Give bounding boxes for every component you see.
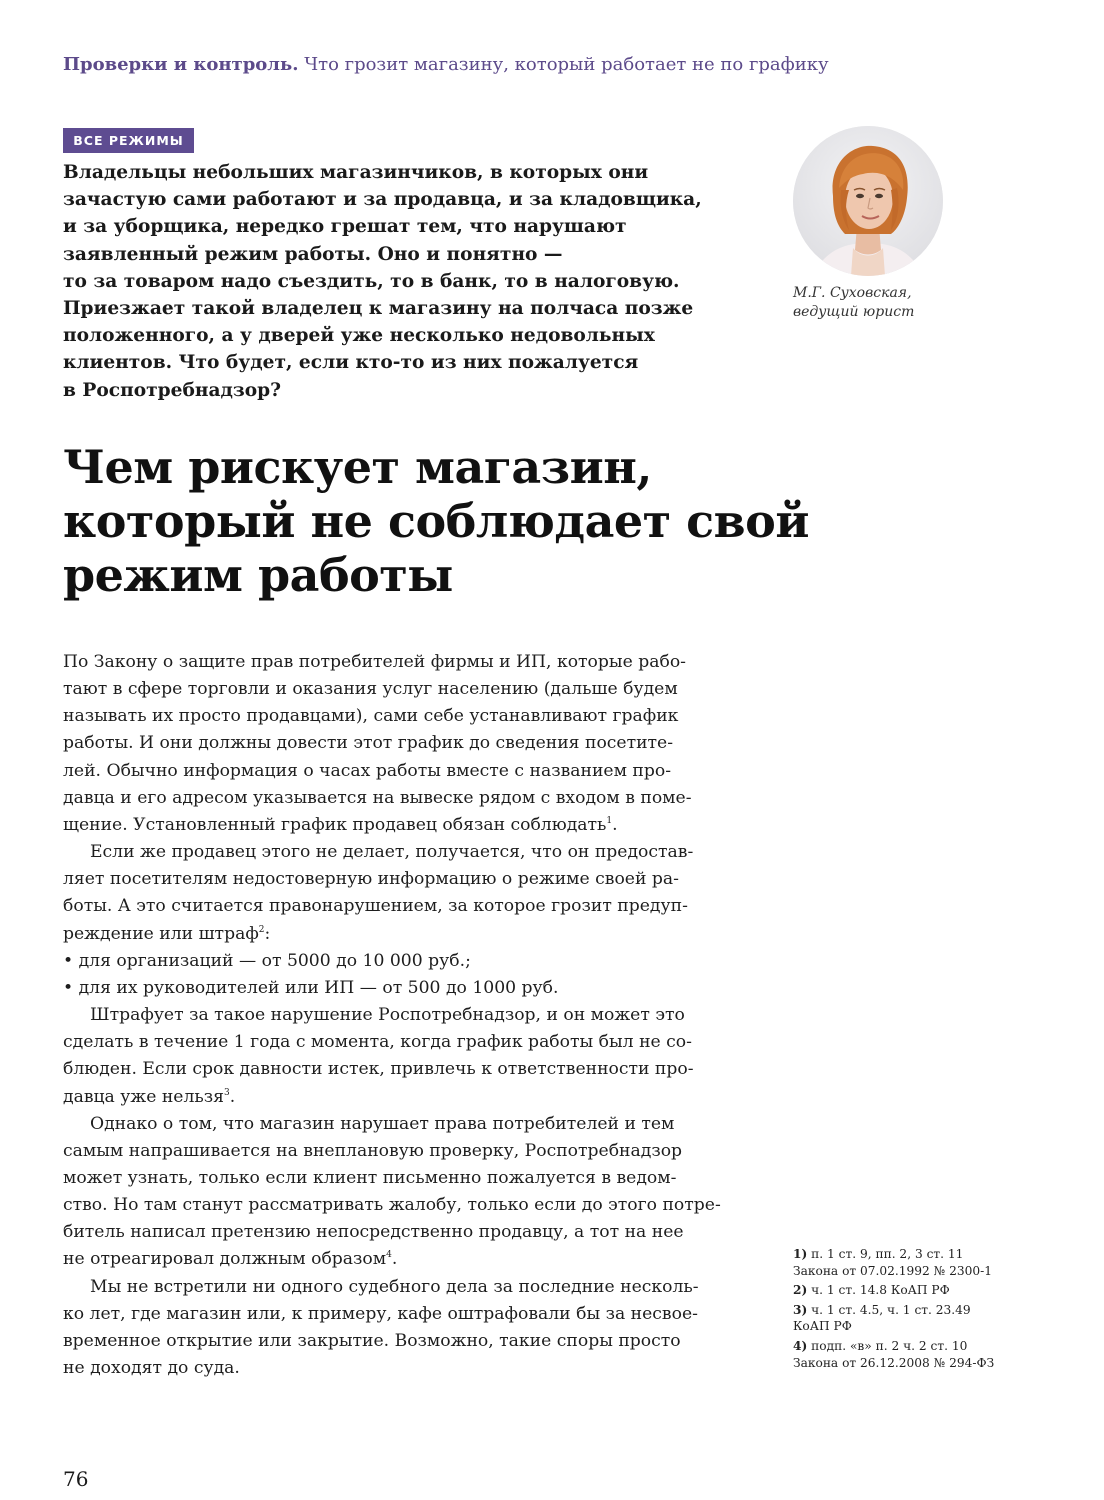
body-line: ляет посетителям недостоверную информацию о режиме своей ра-: [63, 869, 679, 890]
body-text: .: [612, 814, 618, 835]
footnote-ref: 2: [258, 924, 265, 935]
lead-line: клиентов. Что будет, если кто-то из них пожалуется: [63, 352, 639, 374]
page-number: 76: [63, 1467, 89, 1491]
author-caption: [793, 284, 1053, 322]
body-text: .: [391, 1249, 398, 1270]
body-line: Если же продавец этого не делает, получается, что он предостав-: [90, 842, 694, 863]
body-line-last: [63, 1084, 753, 1111]
body-line-last: [63, 1246, 753, 1273]
body-line-last: [63, 921, 753, 948]
headline-line: Чем рискует магазин,: [63, 440, 652, 494]
footnote-number: 1): [793, 1247, 808, 1261]
body-text: давца уже нельзя: [63, 1086, 224, 1107]
bullet-item: • для организаций — от 5000 до 10 000 руб.;: [63, 950, 471, 971]
footnote-text: Закона от 26.12.2008 № 294-ФЗ: [793, 1355, 995, 1370]
footnote-ref: 3: [223, 1087, 230, 1098]
body-text: :: [264, 923, 271, 944]
footnote-text: КоАП РФ: [793, 1319, 852, 1334]
footnote-number: 2): [793, 1283, 808, 1298]
footnote-ref: 1: [606, 815, 613, 826]
footnote-text: Закона от 07.02.1992 № 2300-1: [793, 1263, 992, 1278]
body-line: боты. А это считается правонарушением, за которое грозит предуп-: [63, 896, 688, 917]
body-line: не доходят до суда.: [63, 1358, 240, 1379]
body-line-last: [63, 812, 753, 839]
body-line: Мы не встретили ни одного судебного дела за последние несколь-: [90, 1276, 699, 1297]
body-text: .: [229, 1086, 236, 1107]
body-text: реждение или штраф: [63, 923, 259, 944]
body-line: самым напрашивается на внеплановую проверку, Роспотребнадзор: [63, 1140, 683, 1161]
lead-line: и за уборщика, нередко грешат тем, что нарушают: [63, 216, 627, 238]
running-head: [63, 54, 963, 75]
footnote-text: ч. 1 ст. 4.5, ч. 1 ст. 23.49: [811, 1302, 971, 1317]
body-line: называть их просто продавцами), сами себе устанавливают график: [63, 706, 679, 727]
body-line: блюден. Если срок давности истек, привлечь к ответственности про-: [63, 1059, 694, 1080]
running-head-title: Что грозит магазину, который работает не по графику: [304, 54, 829, 75]
bullet-item: • для их руководителей или ИП — от 500 до 1000 руб.: [63, 977, 559, 998]
body-line: может узнать, только если клиент письменно пожалуется в ведом-: [63, 1167, 677, 1188]
lead-line: зачастую сами работают и за продавца, и за кладовщика,: [63, 189, 702, 211]
body-line: тают в сфере торговли и оказания услуг населению (дальше будем: [63, 679, 678, 700]
article-body: [63, 649, 753, 1382]
author-role: ведущий юрист: [793, 304, 915, 320]
lead-line: то за товаром надо съездить, то в банк, то в налоговую.: [63, 270, 680, 292]
body-line: лей. Обычно информация о часах работы вместе с названием про-: [63, 760, 672, 781]
lead-paragraph: [63, 159, 763, 404]
body-line: ство. Но там станут рассматривать жалобу, только если до этого потре-: [63, 1195, 721, 1216]
footnote-text: п. 1 ст. 9, пп. 2, 3 ст. 11: [811, 1247, 964, 1261]
body-text: не отреагировал должным образом: [63, 1249, 387, 1270]
footnote-4: [793, 1338, 1093, 1371]
author-portrait: [793, 126, 943, 276]
body-line: Однако о том, что магазин нарушает права потребителей и тем: [90, 1113, 675, 1134]
footnote-1: [793, 1246, 1093, 1279]
article-headline: [63, 440, 1063, 602]
footnote-text: подп. «в» п. 2 ч. 2 ст. 10: [811, 1338, 968, 1353]
author-portrait-image: [793, 126, 943, 276]
headline-line: который не соблюдает свой: [63, 494, 809, 548]
body-line: Штрафует за такое нарушение Роспотребнадзор, и он может это: [90, 1005, 685, 1026]
footnote-number: 4): [793, 1338, 808, 1353]
body-line: давца и его адресом указывается на вывеске рядом с входом в поме-: [63, 787, 692, 808]
body-line: временное открытие или закрытие. Возможно, такие споры просто: [63, 1330, 681, 1351]
footnote-number: 3): [793, 1302, 808, 1317]
headline-line: режим работы: [63, 548, 453, 602]
lead-line: Приезжает такой владелец к магазину на полчаса позже: [63, 298, 694, 320]
lead-line: в Роспотребнадзор?: [63, 379, 282, 401]
footnote-3: [793, 1302, 1093, 1335]
footnote-2: [793, 1282, 1093, 1299]
running-head-section: Проверки и контроль.: [63, 54, 299, 75]
lead-line: заявленный режим работы. Оно и понятно —: [63, 243, 563, 265]
footnote-text: ч. 1 ст. 14.8 КоАП РФ: [811, 1283, 950, 1298]
author-name: М.Г. Суховская,: [793, 285, 912, 301]
footnotes: [793, 1246, 1093, 1374]
body-text: щение. Установленный график продавец обязан соблюдать: [63, 814, 607, 835]
lead-line: положенного, а у дверей уже несколько недовольных: [63, 325, 655, 347]
section-badge: ВСЕ РЕЖИМЫ: [63, 128, 194, 153]
body-line: сделать в течение 1 года с момента, когда график работы был не со-: [63, 1032, 692, 1053]
footnote-ref: 4: [386, 1250, 392, 1261]
lead-line: Владельцы небольших магазинчиков, в которых они: [63, 162, 649, 183]
body-line: По Закону о защите прав потребителей фирмы и ИП, которые рабо-: [63, 652, 686, 672]
body-line: работы. И они должны довести этот график до сведения посетите-: [63, 733, 674, 754]
body-line: ко лет, где магазин или, к примеру, кафе оштрафовали бы за несвое-: [63, 1303, 698, 1324]
body-line: битель написал претензию непосредственно продавцу, а тот на нее: [63, 1222, 684, 1243]
